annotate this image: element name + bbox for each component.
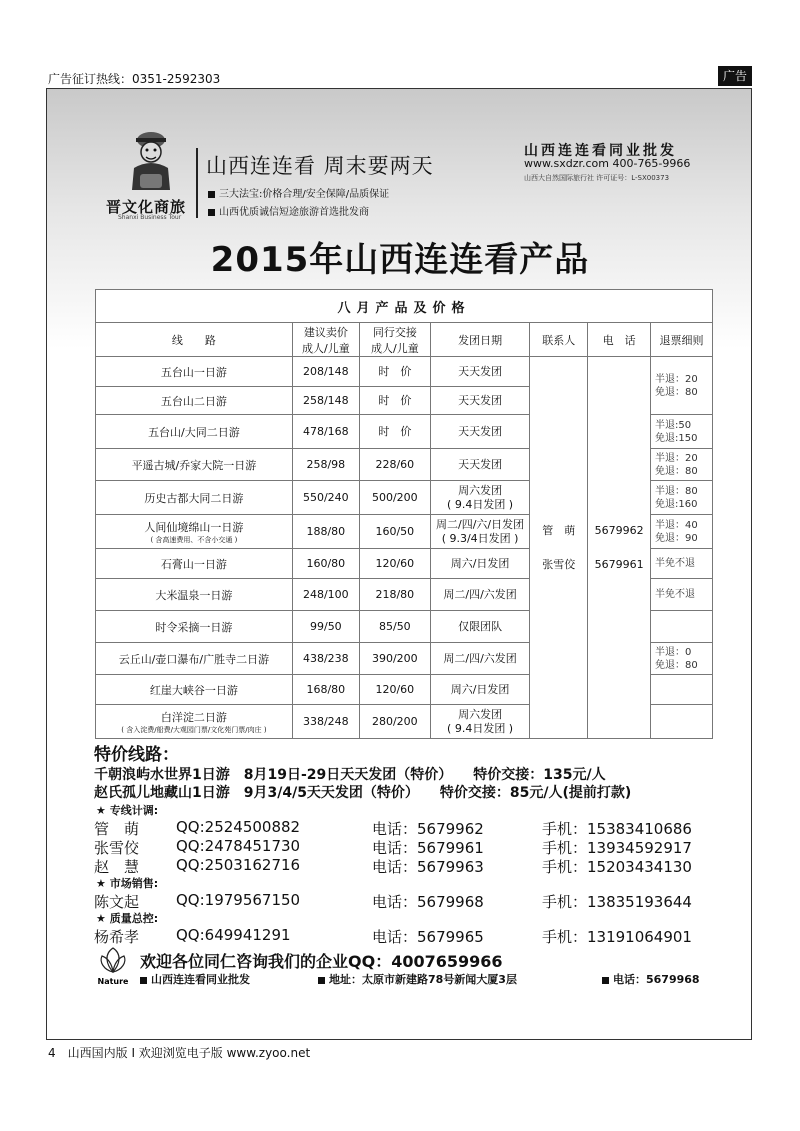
contact-mobile: 手机：15383410686 — [542, 820, 692, 838]
refund-cell — [651, 611, 713, 643]
trade-cell: 160/50 — [359, 515, 430, 549]
contact-mobile: 手机：13934592917 — [542, 839, 692, 857]
retail-cell: 248/100 — [292, 579, 359, 611]
contact-tel: 电话：5679963 — [372, 858, 484, 876]
route-cell: 红崖大峡谷一日游 — [96, 675, 293, 705]
contact-name: 管 萌 — [94, 820, 140, 838]
contact-name: 管 萌 — [542, 523, 576, 537]
refund-cell: 半退：0 免退：80 — [651, 643, 713, 675]
route-cell: 大米温泉一日游 — [96, 579, 293, 611]
contact-mobile: 手机：13191064901 — [542, 928, 692, 946]
trade-cell: 390/200 — [359, 643, 430, 675]
contact-name: 陈文起 — [94, 893, 140, 911]
retail-cell: 438/238 — [292, 643, 359, 675]
retail-cell: 99/50 — [292, 611, 359, 643]
header-route: 线 路 — [96, 323, 293, 357]
trade-cell: 500/200 — [359, 481, 430, 515]
contact-mobile: 手机：15203434130 — [542, 858, 692, 876]
contact-row — [94, 856, 724, 876]
retail-cell: 258/98 — [292, 449, 359, 481]
trade-cell: 120/60 — [359, 549, 430, 579]
company-address: 地址：太原市新建路78号新闻大厦3层 — [318, 971, 517, 987]
wholesaler-web-phone: www.sxdzr.com 400-765-9966 — [524, 157, 691, 170]
contact-row — [94, 926, 724, 946]
date-cell: 周二/四/六发团 — [430, 579, 529, 611]
date-cell: 仅限团队 — [430, 611, 529, 643]
wholesaler-title: 山西连连看同业批发 — [524, 143, 677, 159]
phone-cell — [588, 357, 651, 739]
table-row — [96, 357, 713, 387]
price-table — [95, 289, 713, 739]
route-cell: 石膏山一日游 — [96, 549, 293, 579]
contact-tel: 电话：5679965 — [372, 928, 484, 946]
date-cell: 天天发团 — [430, 415, 529, 449]
contact-qq: QQ:2478451730 — [176, 837, 301, 855]
contact-qq: QQ:1979567150 — [176, 891, 301, 909]
route-cell: 白洋淀二日游 ( 含入淀费/船费/大观园门票/文化苑门票/肉庄 ) — [96, 705, 293, 739]
special-line: 赵氏孤儿地藏山1日游 9月3/4/5天天发团（特价） 特价交接：85元/人(提前打款) — [94, 785, 632, 801]
date-cell: 周六发团 ( 9.4日发团 ) — [430, 481, 529, 515]
date-cell: 周六/日发团 — [430, 549, 529, 579]
contact-qq: QQ:2503162716 — [176, 856, 301, 874]
ad-label: 广告 — [718, 66, 752, 86]
page-title: 2015年山西连连看产品 — [210, 240, 590, 280]
square-bullet-icon — [318, 977, 325, 984]
refund-cell: 半退：20 免退：80 — [651, 449, 713, 481]
refund-cell: 半退：20 免退：80 — [651, 357, 713, 415]
contact-cell — [530, 357, 588, 739]
page-footer: 4 山西国内版 I 欢迎浏览电子版 www.zyoo.net — [48, 1046, 311, 1060]
route-cell: 五台山二日游 — [96, 387, 293, 415]
brand-slogan: 山西连连看 周末要两天 — [206, 154, 434, 178]
contact-phone: 5679961 — [594, 557, 644, 571]
header-contact: 联系人 — [530, 323, 588, 357]
date-cell: 周六/日发团 — [430, 675, 529, 705]
contact-tel: 电话：5679968 — [372, 893, 484, 911]
brand-name: 晋文化商旅 — [106, 198, 187, 216]
date-cell: 周六发团 ( 9.4日发团 ) — [430, 705, 529, 739]
route-cell: 五台山一日游 — [96, 357, 293, 387]
brand-bullet: 山西优质诚信短途旅游首选批发商 — [208, 203, 369, 218]
header-trade: 同行交接 成人/儿童 — [359, 323, 430, 357]
header-phone: 电 话 — [588, 323, 651, 357]
contact-section-label: ★ 质量总控: — [96, 912, 159, 925]
date-cell: 周二/四/六发团 — [430, 643, 529, 675]
contact-qq: QQ:2524500882 — [176, 818, 301, 836]
table-header-row — [96, 323, 713, 357]
retail-cell: 258/148 — [292, 387, 359, 415]
header-retail: 建议卖价 成人/儿童 — [292, 323, 359, 357]
company-phone: 电话：5679968 — [602, 971, 700, 987]
route-cell: 平遥古城/乔家大院一日游 — [96, 449, 293, 481]
retail-cell: 338/248 — [292, 705, 359, 739]
refund-cell: 半免不退 — [651, 579, 713, 611]
mascot-icon — [126, 128, 176, 192]
square-bullet-icon — [602, 977, 609, 984]
retail-cell: 160/80 — [292, 549, 359, 579]
route-cell: 云丘山/壶口瀑布/广胜寺二日游 — [96, 643, 293, 675]
svg-text:Nature: Nature — [97, 977, 129, 986]
contact-section-label: ★ 市场销售: — [96, 877, 159, 890]
date-cell: 天天发团 — [430, 387, 529, 415]
square-bullet-icon — [208, 191, 215, 198]
welcome-text: 欢迎各位同仁咨询我们的企业QQ：4007659966 — [140, 952, 503, 971]
contact-row — [94, 891, 724, 911]
trade-cell: 280/200 — [359, 705, 430, 739]
contact-section-label: ★ 专线计调: — [96, 804, 159, 817]
refund-cell — [651, 705, 713, 739]
trade-cell: 时 价 — [359, 357, 430, 387]
contact-name: 杨希孝 — [94, 928, 140, 946]
brand-name-en: Shanxi Business Tour — [118, 214, 182, 221]
brand-bullet: 三大法宝:价格合理/安全保障/品质保证 — [208, 185, 389, 200]
retail-cell: 208/148 — [292, 357, 359, 387]
route-cell: 历史古都大同二日游 — [96, 481, 293, 515]
trade-cell: 218/80 — [359, 579, 430, 611]
route-note: ( 含高速费用、不含小交通 ) — [150, 535, 238, 544]
refund-cell: 半退：40 免退：90 — [651, 515, 713, 549]
trade-cell: 时 价 — [359, 415, 430, 449]
company-name: 山西连连看同业批发 — [140, 971, 250, 987]
route-cell: 五台山/大同二日游 — [96, 415, 293, 449]
contact-qq: QQ:649941291 — [176, 926, 291, 944]
contact-row — [94, 837, 724, 857]
trade-cell: 120/60 — [359, 675, 430, 705]
contact-name: 张雪佼 — [542, 557, 576, 571]
special-line: 千朝浪屿水世界1日游 8月19日-29日天天发团（特价） 特价交接：135元/人 — [94, 767, 606, 783]
trade-cell: 228/60 — [359, 449, 430, 481]
contact-mobile: 手机：13835193644 — [542, 893, 692, 911]
date-cell: 周二/四/六/日发团 ( 9.3/4日发团 ) — [430, 515, 529, 549]
square-bullet-icon — [208, 209, 215, 216]
refund-cell — [651, 675, 713, 705]
contact-tel: 电话：5679961 — [372, 839, 484, 857]
retail-cell: 550/240 — [292, 481, 359, 515]
route-note: ( 含入淀费/船费/大观园门票/文化苑门票/肉庄 ) — [121, 725, 267, 734]
table-caption: 八月产品及价格 — [96, 290, 713, 323]
specials-title: 特价线路： — [94, 745, 179, 765]
route-cell: 人间仙境绵山一日游 ( 含高速费用、不含小交通 ) — [96, 515, 293, 549]
contact-name: 张雪佼 — [94, 839, 140, 857]
refund-cell: 半退:50 免退:150 — [651, 415, 713, 449]
date-cell: 天天发团 — [430, 357, 529, 387]
wholesaler-license: 山西大自然国际旅行社 许可证号：L-SX00373 — [524, 174, 670, 182]
contact-phone: 5679962 — [594, 523, 644, 537]
square-bullet-icon — [140, 977, 147, 984]
retail-cell: 188/80 — [292, 515, 359, 549]
route-cell: 时令采摘一日游 — [96, 611, 293, 643]
contact-name: 赵 慧 — [94, 858, 140, 876]
ad-hotline: 广告征订热线：0351-2592303 — [48, 72, 221, 86]
nature-logo-icon — [96, 944, 130, 988]
divider — [196, 148, 198, 218]
retail-cell: 478/168 — [292, 415, 359, 449]
refund-cell: 半退：80 免退:160 — [651, 481, 713, 515]
contact-tel: 电话：5679962 — [372, 820, 484, 838]
header-refund: 退票细则 — [651, 323, 713, 357]
header-date: 发团日期 — [430, 323, 529, 357]
refund-cell: 半免不退 — [651, 549, 713, 579]
date-cell: 天天发团 — [430, 449, 529, 481]
contact-row — [94, 818, 724, 838]
trade-cell: 85/50 — [359, 611, 430, 643]
retail-cell: 168/80 — [292, 675, 359, 705]
trade-cell: 时 价 — [359, 387, 430, 415]
